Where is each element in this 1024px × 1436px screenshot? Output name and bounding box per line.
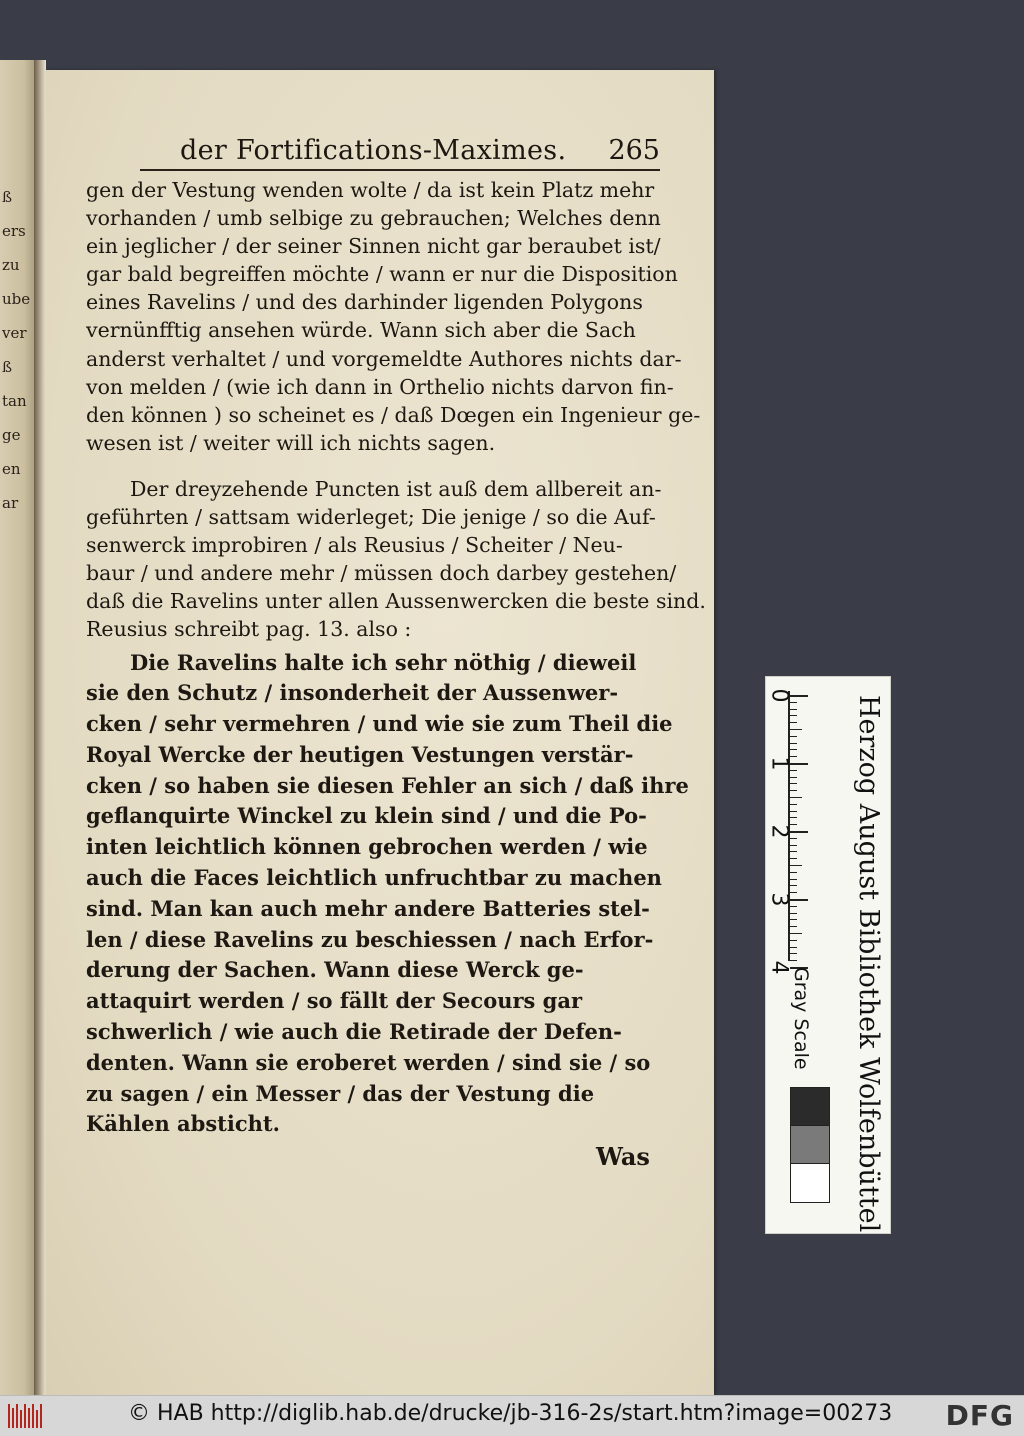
scale-tick xyxy=(790,858,797,859)
gray-swatch-mid xyxy=(790,1125,830,1165)
scale-tick xyxy=(790,695,808,697)
text-line: cken / so haben sie diesen Fehler an sich / daß ihre xyxy=(86,772,689,798)
text-line: vernünfftig ansehen würde. Wann sich aber die Sach xyxy=(86,318,636,343)
running-header xyxy=(140,135,660,169)
running-title: der Fortifications-Maximes. xyxy=(180,135,567,166)
text-line: cken / sehr vermehren / und wie sie zum Theil die xyxy=(86,711,673,737)
text-line: daß die Ravelins unter allen Aussenwercken die beste sind. xyxy=(86,589,706,614)
text-line: gen der Vestung wenden wolte / da ist kein Platz mehr xyxy=(86,178,655,202)
scale-tick xyxy=(790,879,797,880)
text-line: senwerck improbiren / als Reusius / Scheiter / Neu- xyxy=(86,533,623,558)
page-number: 265 xyxy=(608,135,660,166)
gray-scale-label: Gray Scale xyxy=(790,967,812,1070)
text-line: attaquirt werden / so fällt der Secours gar xyxy=(86,988,583,1014)
scale-tick xyxy=(790,926,797,927)
left-page-fragment: ver xyxy=(2,324,27,342)
copyright-link[interactable]: © HAB http://diglib.hab.de/drucke/jb-316-2s/start.htm?image=00273 xyxy=(128,1401,893,1426)
text-line: wesen ist / weiter will ich nichts sagen. xyxy=(86,430,496,455)
text-line: Reusius schreibt pag. 13. also : xyxy=(86,617,412,642)
text-line: Royal Wercke der heutigen Vestungen verstär- xyxy=(86,741,634,767)
scale-tick xyxy=(790,817,797,818)
scale-tick xyxy=(790,885,797,886)
text-line: sind. Man kan auch mehr andere Batteries stel- xyxy=(86,895,650,921)
left-page-fragment: ube xyxy=(2,290,31,308)
scale-tick xyxy=(790,811,797,812)
scale-tick xyxy=(790,831,808,833)
scale-tick xyxy=(790,851,797,852)
text-line: baur / und andere mehr / müssen doch darbey gestehen/ xyxy=(86,561,677,586)
text-line: sie den Schutz / insonderheit der Aussenwer- xyxy=(86,680,619,706)
gray-swatch-light xyxy=(790,1163,830,1203)
text-line: gar bald begreiffen möchte / wann er nur die Disposition xyxy=(86,262,678,287)
scale-tick xyxy=(790,953,797,954)
hab-logo-icon xyxy=(6,1400,46,1432)
scale-tick xyxy=(790,865,802,866)
book-spine xyxy=(34,60,46,1395)
scale-tick xyxy=(790,933,802,934)
scale-tick xyxy=(790,729,802,730)
institution-label: Herzog August Bibliothek Wolfenbüttel xyxy=(853,695,884,1233)
text-line: ein jeglicher / der seiner Sinnen nicht gar beraubet ist/ xyxy=(86,234,661,259)
scale-tick xyxy=(790,804,797,805)
text-line: len / diese Ravelins zu beschiessen / nach Erfor- xyxy=(86,926,654,952)
scale-tick xyxy=(790,736,797,737)
scale-number: 0 xyxy=(766,688,792,703)
paragraph-reusius-quote xyxy=(86,648,689,1141)
scale-tick xyxy=(790,722,797,723)
text-line: eines Ravelins / und des darhinder ligenden Polygons xyxy=(86,290,643,315)
text-line: vorhanden / umb selbige zu gebrauchen; Welches denn xyxy=(86,206,661,231)
scale-tick xyxy=(790,872,797,873)
scale-tick xyxy=(790,783,797,784)
scale-tick xyxy=(790,899,808,901)
paragraph-continuation xyxy=(86,176,701,457)
text-line: geflanquirte Winckel zu klein sind / und die Po- xyxy=(86,803,647,829)
text-line: derung der Sachen. Wann diese Werck ge- xyxy=(86,957,584,983)
text-line: zu sagen / ein Messer / das der Vestung die xyxy=(86,1080,595,1106)
left-page-fragment: ar xyxy=(2,494,19,512)
scale-tick xyxy=(790,715,797,716)
text-line: Der dreyzehende Puncten ist auß dem allbereit an- xyxy=(130,476,662,501)
scale-tick xyxy=(790,940,797,941)
text-line: inten leichtlich können gebrochen werden / wie xyxy=(86,834,648,860)
scale-tick xyxy=(790,947,797,948)
left-page-fragments xyxy=(2,180,30,520)
text-line: schwerlich / wie auch die Retirade der Defen- xyxy=(86,1019,622,1045)
dfg-logo: DFG xyxy=(945,1399,1014,1432)
gray-swatch-dark xyxy=(790,1087,830,1127)
scale-tick xyxy=(790,709,797,710)
color-calibration-card xyxy=(765,676,891,1234)
page-body xyxy=(86,176,706,1140)
text-line: den können ) so scheinet es / daß Dœgen ein Ingenieur ge- xyxy=(86,402,701,427)
scale-number: 2 xyxy=(766,824,792,839)
left-page-fragment: zu xyxy=(2,256,20,274)
left-page-fragment: tan xyxy=(2,392,27,410)
text-line: von melden / (wie ich dann in Orthelio nichts darvon fin- xyxy=(86,374,674,399)
scale-tick xyxy=(790,749,797,750)
viewer-footer xyxy=(0,1395,1024,1436)
left-page-fragment: ß xyxy=(2,188,13,206)
header-rule xyxy=(140,169,660,171)
scale-number: 4 xyxy=(766,960,792,975)
scale-number: 3 xyxy=(766,892,792,907)
cm-scale xyxy=(766,688,810,975)
scale-tick xyxy=(790,797,802,798)
scale-tick xyxy=(790,845,797,846)
scale-tick xyxy=(790,919,797,920)
left-page-fragment: ers xyxy=(2,222,26,240)
text-line: anderst verhaltet / und vorgemeldte Authores nichts dar- xyxy=(86,346,682,371)
text-line: geführten / sattsam widerleget; Die jenige / so die Auf- xyxy=(86,505,656,530)
catchword: Was xyxy=(596,1142,650,1171)
scale-tick xyxy=(790,743,797,744)
left-page-fragment: en xyxy=(2,460,21,478)
left-page-fragment: ge xyxy=(2,426,21,444)
paragraph-thirteenth-point xyxy=(86,475,706,644)
scale-number: 1 xyxy=(766,756,792,771)
text-line: Die Ravelins halte ich sehr nöthig / dieweil xyxy=(130,649,637,675)
scale-tick xyxy=(790,913,797,914)
text-line: Kählen absticht. xyxy=(86,1111,280,1137)
scale-tick xyxy=(790,790,797,791)
scale-tick xyxy=(790,777,797,778)
text-line: auch die Faces leichtlich unfruchtbar zu machen xyxy=(86,865,662,891)
scale-tick xyxy=(790,763,808,765)
text-line: denten. Wann sie eroberet werden / sind sie / so xyxy=(86,1049,651,1075)
left-page-fragment: ß xyxy=(2,358,13,376)
